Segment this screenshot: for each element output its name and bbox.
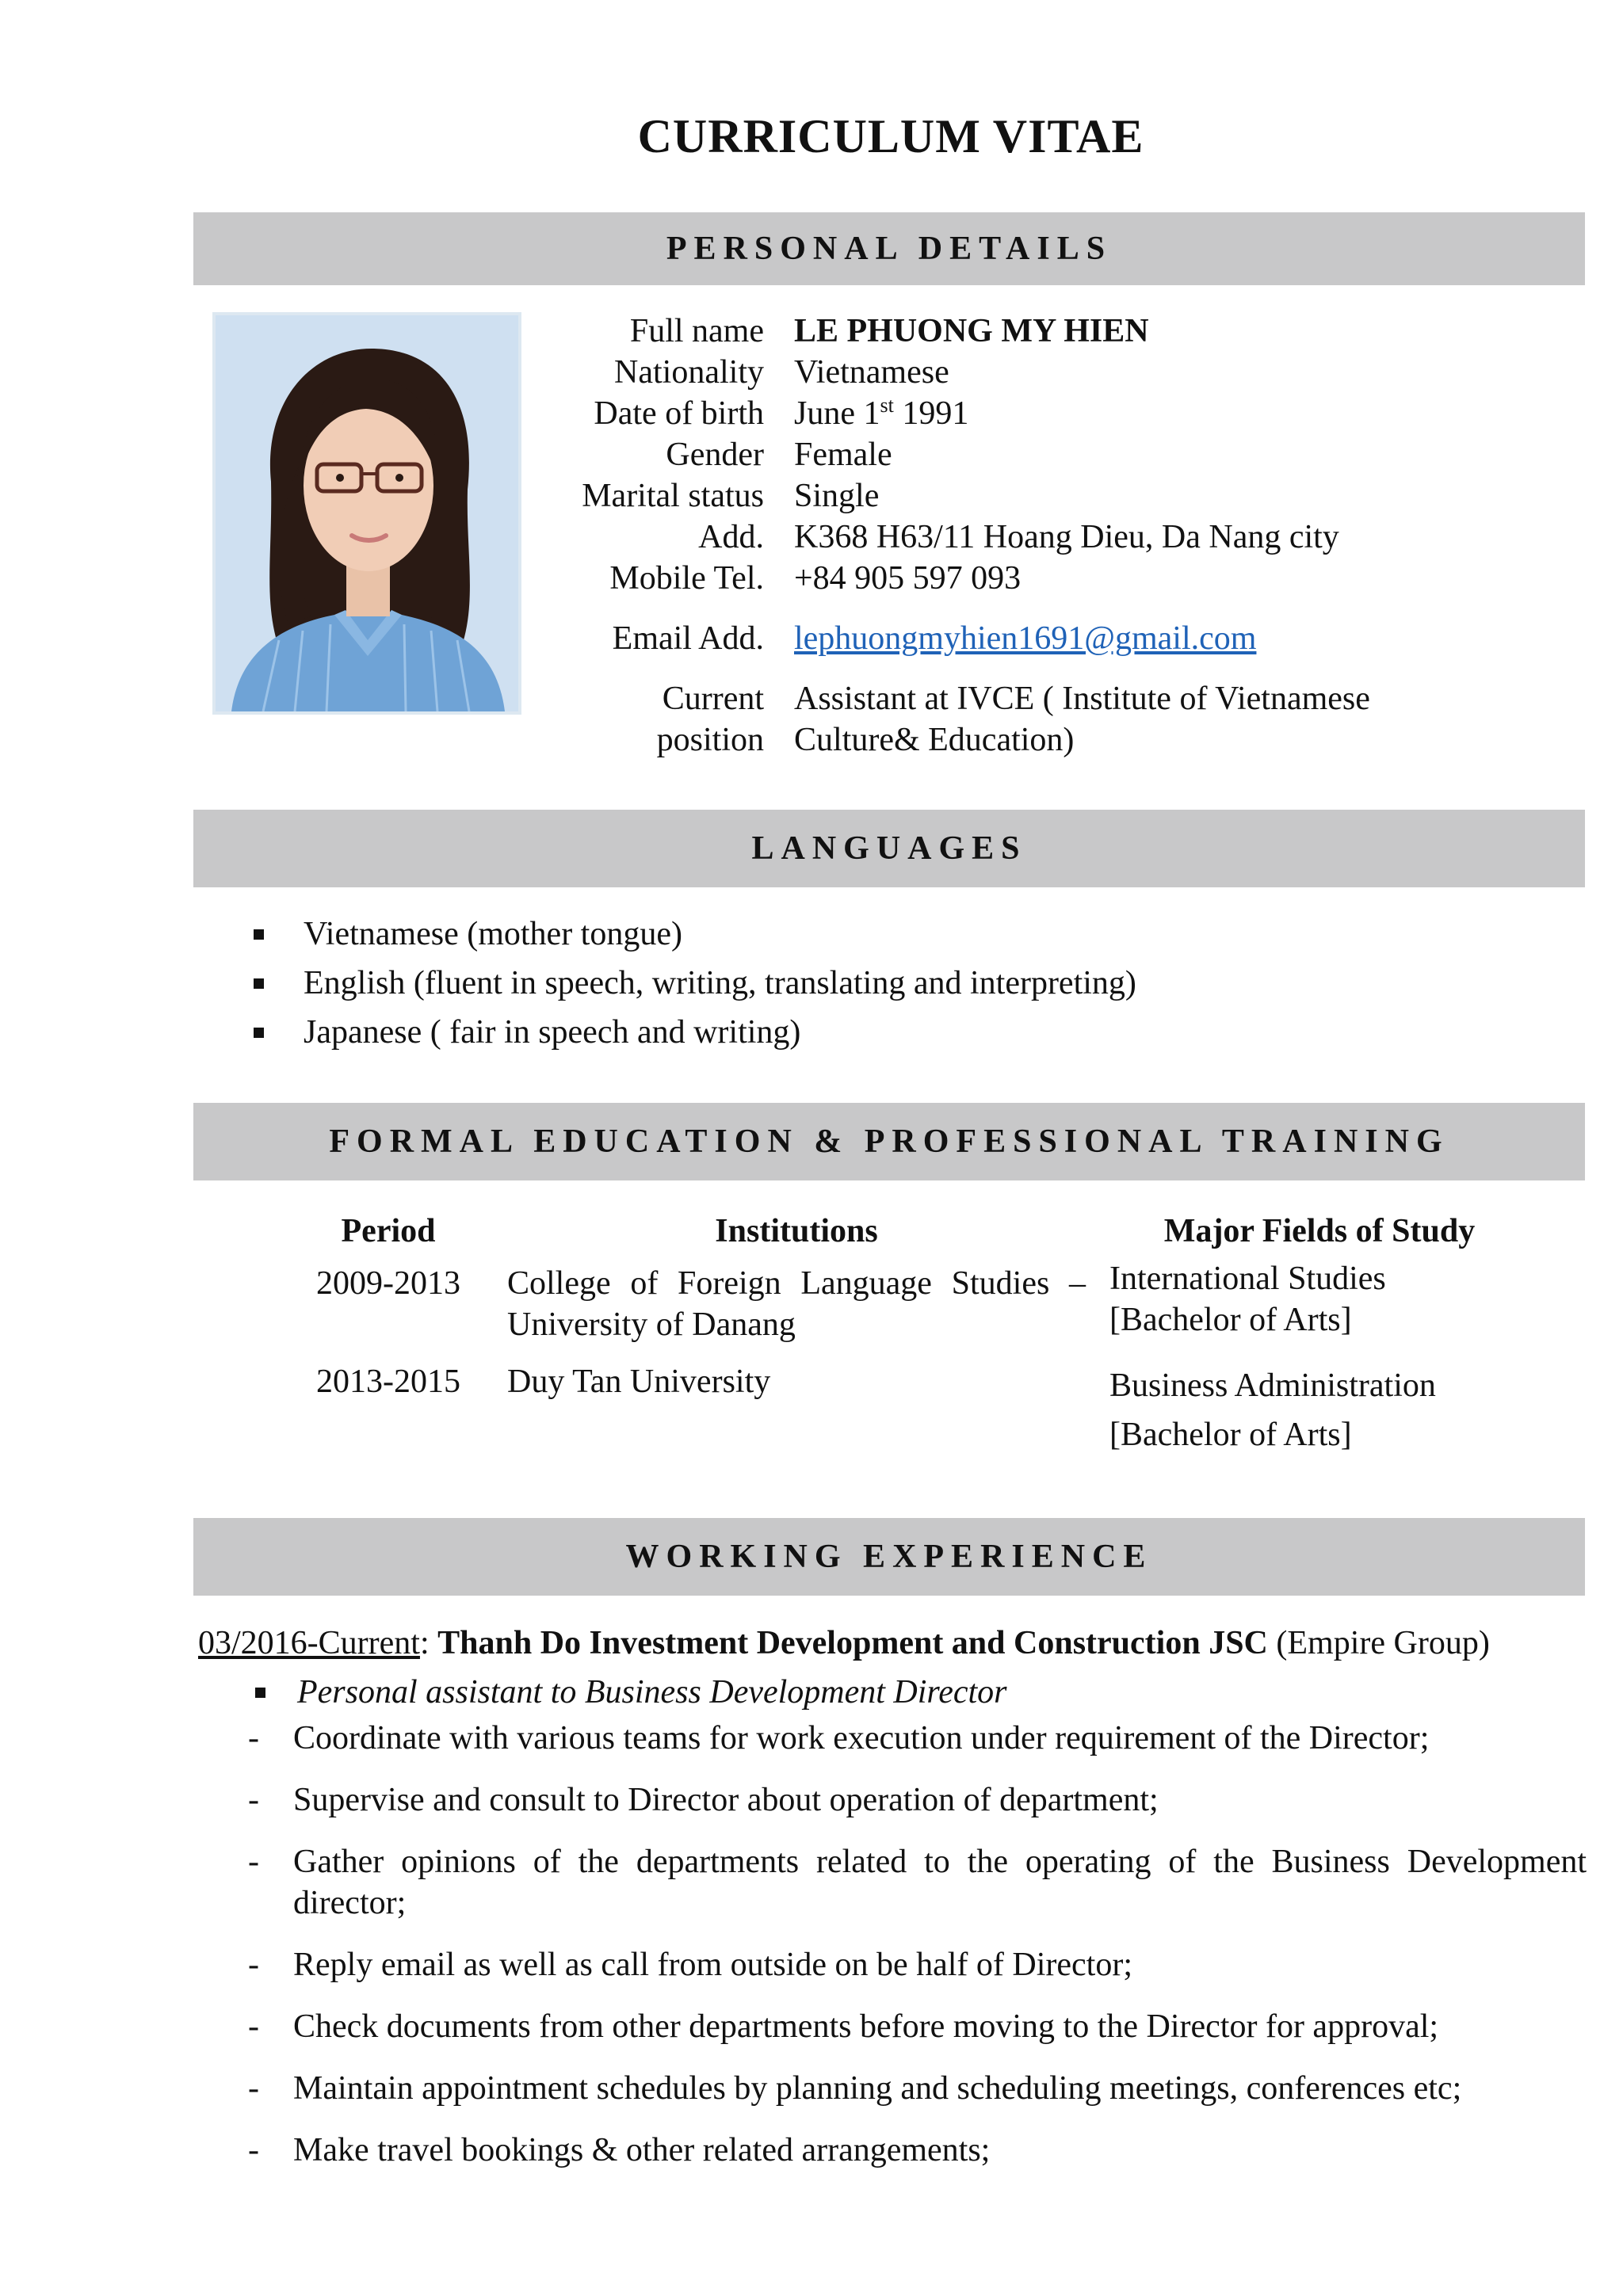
major-header: Major Fields of Study	[1163, 1213, 1476, 1249]
dob-suffix: st	[880, 394, 894, 417]
detail-row-gender	[507, 434, 1537, 475]
section-title: WORKING EXPERIENCE	[625, 1539, 1153, 1575]
period-cell: 2013-2015	[316, 1363, 460, 1400]
position-label-line-1: Current	[662, 681, 764, 717]
education-header-row	[269, 1211, 1553, 1252]
bullet-square-icon	[254, 929, 264, 940]
email-label: Email Add.	[612, 620, 764, 657]
mobile-value: +84 905 597 093	[794, 560, 1022, 597]
period-cell: 2009-2013	[316, 1265, 460, 1302]
list-item	[254, 910, 1136, 959]
dash-icon: -	[248, 2008, 259, 2045]
bullet-square-icon	[255, 1688, 265, 1698]
detail-row-email	[507, 618, 1537, 659]
job-period: 03/2016-Current	[198, 1625, 420, 1661]
section-title: LANGUAGES	[751, 830, 1027, 867]
education-table	[269, 1211, 1553, 1459]
job-colon: :	[419, 1625, 438, 1661]
email-link[interactable]: lephuongmyhien1691@gmail.com	[794, 620, 1257, 657]
address-label: Add.	[698, 519, 764, 555]
dob-month-day: June 1	[794, 395, 880, 432]
list-item	[198, 2130, 1587, 2171]
list-item	[198, 1944, 1587, 1985]
task-text: Supervise and consult to Director about operation of department;	[293, 1782, 1159, 1818]
detail-row-full-name	[507, 311, 1537, 352]
dash-icon: -	[248, 2070, 259, 2107]
list-item	[198, 2006, 1587, 2047]
dash-icon: -	[248, 1844, 259, 1880]
page-title: CURRICULUM VITAE	[637, 110, 1144, 162]
list-item	[254, 1008, 1136, 1057]
position-label	[507, 678, 794, 761]
languages-list	[254, 910, 1136, 1057]
major-field: Business Administration	[1109, 1367, 1436, 1404]
position-value-line-1: Assistant at IVCE ( Institute of Vietnamese	[794, 681, 1370, 717]
job-group: (Empire Group)	[1267, 1625, 1490, 1661]
dash-icon: -	[248, 1947, 259, 1983]
email-value-wrap	[794, 618, 1537, 659]
dash-icon: -	[248, 1782, 259, 1818]
dob-value	[794, 393, 1537, 434]
task-text: Make travel bookings & other related arrangements;	[293, 2132, 991, 2168]
list-item	[198, 1841, 1587, 1924]
full-name-value: LE PHUONG MY HIEN	[794, 313, 1149, 349]
detail-row-dob	[507, 393, 1537, 434]
gender-label: Gender	[666, 437, 764, 473]
person-portrait-icon	[216, 315, 518, 711]
task-text: Reply email as well as call from outside on be half of Director;	[293, 1947, 1133, 1983]
job-header	[198, 1623, 1587, 1664]
position-value	[794, 678, 1537, 761]
list-item	[198, 2068, 1587, 2109]
job-tasks-list	[198, 1718, 1587, 2171]
table-row	[269, 1361, 1553, 1459]
personal-details-list	[507, 311, 1537, 761]
position-value-line-2: Culture& Education)	[794, 722, 1075, 758]
language-text: Vietnamese (mother tongue)	[304, 916, 682, 952]
period-header: Period	[341, 1213, 436, 1249]
major-cell	[1109, 1258, 1553, 1345]
list-item	[254, 959, 1136, 1008]
section-title: PERSONAL DETAILS	[666, 231, 1113, 267]
nationality-label: Nationality	[614, 354, 764, 391]
dob-year: 1991	[893, 395, 969, 432]
section-languages	[193, 810, 1585, 887]
bullet-square-icon	[254, 1028, 264, 1038]
task-text: Check documents from other departments before moving to the Director for approval;	[293, 2008, 1439, 2045]
address-value: K368 H63/11 Hoang Dieu, Da Nang city	[794, 519, 1339, 555]
detail-row-mobile	[507, 558, 1537, 599]
detail-row-marital	[507, 475, 1537, 517]
list-item	[198, 1718, 1587, 1759]
major-cell	[1109, 1361, 1553, 1459]
language-text: English (fluent in speech, writing, translating and interpreting)	[304, 965, 1136, 1001]
section-personal-details	[193, 212, 1585, 285]
major-field: International Studies	[1109, 1261, 1386, 1297]
detail-row-address	[507, 517, 1537, 558]
working-experience	[198, 1623, 1587, 2191]
dash-icon: -	[248, 2132, 259, 2168]
detail-row-nationality	[507, 352, 1537, 393]
task-text: Coordinate with various teams for work execution under requirement of the Director;	[293, 1720, 1430, 1756]
institutions-header: Institutions	[715, 1213, 878, 1249]
dash-icon: -	[248, 1720, 259, 1756]
degree: [Bachelor of Arts]	[1109, 1417, 1352, 1453]
language-text: Japanese ( fair in speech and writing)	[304, 1014, 801, 1051]
section-title: FORMAL EDUCATION & PROFESSIONAL TRAINING	[329, 1123, 1449, 1160]
nationality-value: Vietnamese	[794, 354, 949, 391]
task-text: Maintain appointment schedules by planning and scheduling meetings, conferences etc;	[293, 2070, 1462, 2107]
marital-value: Single	[794, 478, 880, 514]
job-role-text: Personal assistant to Business Development Director	[297, 1674, 1007, 1711]
institution-cell: College of Foreign Language Studies – University of Danang	[507, 1265, 1086, 1343]
section-education	[193, 1103, 1585, 1180]
detail-row-position	[507, 678, 1537, 761]
profile-photo	[212, 312, 521, 715]
mobile-label: Mobile Tel.	[609, 560, 764, 597]
dob-label: Date of birth	[594, 395, 764, 432]
position-label-line-2: position	[656, 722, 764, 758]
section-working-experience	[193, 1518, 1585, 1596]
marital-label: Marital status	[582, 478, 764, 514]
job-company: Thanh Do Investment Development and Construction JSC	[437, 1625, 1268, 1661]
task-text: Gather opinions of the departments related to the operating of the Business Development director;	[293, 1844, 1587, 1921]
list-item	[198, 1779, 1587, 1821]
degree: [Bachelor of Arts]	[1109, 1302, 1352, 1338]
gender-value: Female	[794, 437, 892, 473]
bullet-square-icon	[254, 978, 264, 989]
institution-cell: Duy Tan University	[507, 1363, 771, 1400]
job-role	[255, 1672, 1587, 1713]
full-name-label: Full name	[629, 313, 764, 349]
table-row	[269, 1263, 1553, 1345]
